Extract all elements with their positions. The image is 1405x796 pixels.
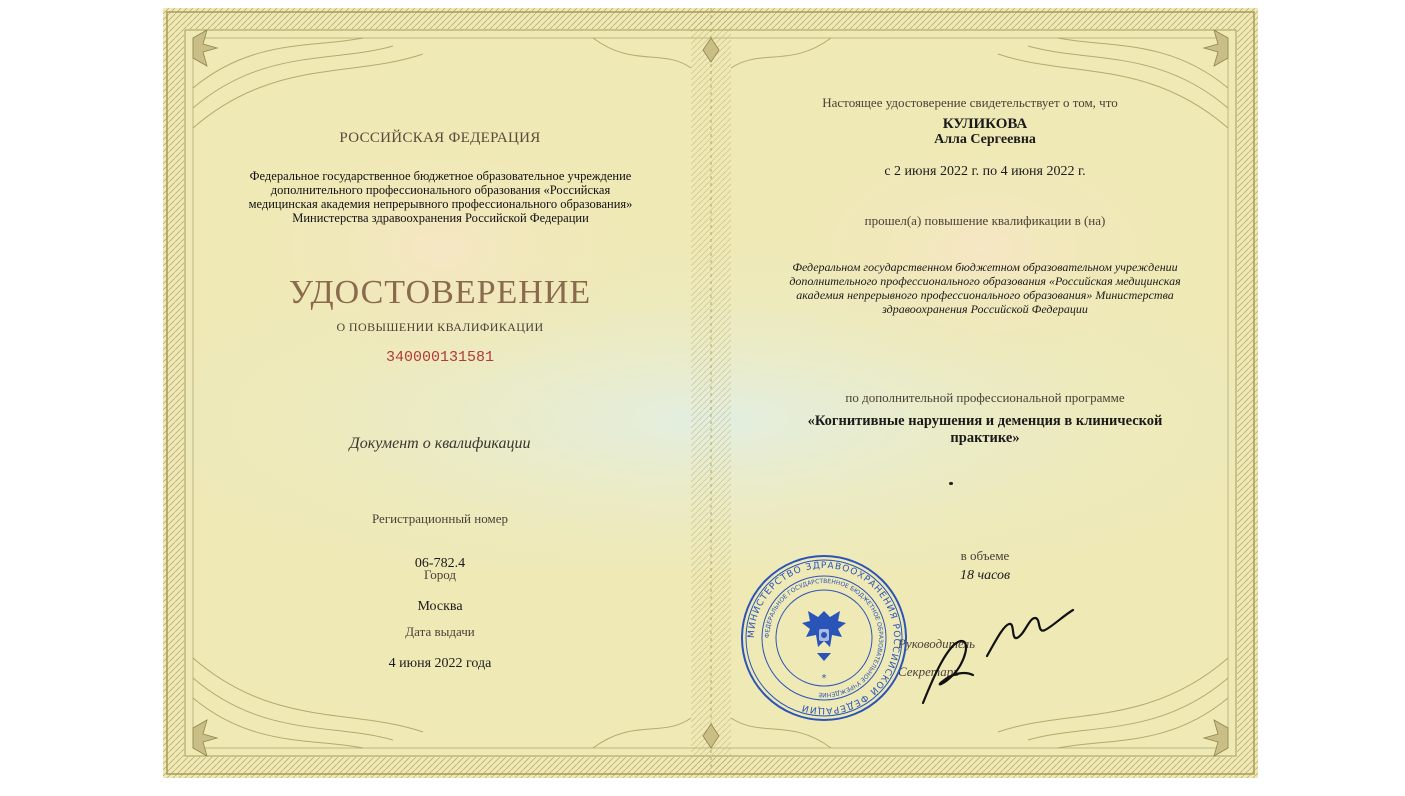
- holder-name: Алла Сергеевна: [934, 132, 1036, 147]
- holder-surname: КУЛИКОВА: [942, 116, 1028, 132]
- document-kind: Документ о квалификации: [349, 435, 531, 452]
- country-heading: РОССИЙСКАЯ ФЕДЕРАЦИЯ: [339, 130, 541, 146]
- official-seal: [739, 553, 909, 723]
- secretary-signature-label: Секретарь: [898, 664, 960, 679]
- program-name: «Когнитивные нарушения и деменция в клинической практике»: [807, 413, 1163, 446]
- document-title: УДОСТОВЕРЕНИЕ: [288, 274, 592, 311]
- registration-number-label: Регистрационный номер: [372, 511, 508, 526]
- ink-speck: [949, 482, 953, 485]
- training-period: с 2 июня 2022 г. по 4 июня 2022 г.: [884, 164, 1086, 179]
- head-signature: [981, 604, 1077, 664]
- city-label: Город: [423, 567, 457, 582]
- volume-hours: 18 часов: [959, 568, 1011, 583]
- registration-number: 06-782.4: [414, 556, 466, 571]
- city-value: Москва: [417, 599, 463, 614]
- program-intro: по дополнительной профессиональной программе: [845, 390, 1125, 405]
- seal-outer-text: МИНИСТЕРСТВО ЗДРАВООХРАНЕНИЯ РОССИЙСКОЙ ФЕДЕРАЦИИ: [746, 560, 902, 716]
- training-organization: Федеральном государственном бюджетном образовательном учреждении дополнительного профессионального образования «Российская медицинская академия непрерывного профессионального образования» Министерства здравоохранения Российской Федерации: [789, 260, 1181, 316]
- secretary-signature: [913, 623, 983, 713]
- svg-text:*: *: [821, 673, 827, 684]
- seal-inner-text: ФЕДЕРАЛЬНОЕ ГОСУДАРСТВЕННОЕ БЮДЖЕТНОЕ ОБРАЗОВАТЕЛЬНОЕ УЧРЕЖДЕНИЕ: [763, 577, 885, 699]
- issuing-organization: Федеральное государственное бюджетное образовательное учреждение дополнительного профессионального образования «Российская медицинская академия непрерывного профессионального образования» Министерства здравоохранения Российской Федерации: [248, 169, 633, 225]
- certificate-document: [163, 8, 1258, 778]
- certification-intro: Настоящее удостоверение свидетельствует о том, что: [822, 95, 1118, 110]
- passed-text: прошел(а) повышение квалификации в (на): [864, 213, 1106, 228]
- document-subtitle: О ПОВЫШЕНИИ КВАЛИФИКАЦИИ: [336, 320, 544, 334]
- issue-date: 4 июня 2022 года: [388, 656, 492, 671]
- volume-label: в объеме: [960, 548, 1010, 563]
- head-signature-label: Руководитель: [898, 636, 976, 651]
- issue-date-label: Дата выдачи: [405, 624, 475, 639]
- serial-number: 340000131581: [385, 349, 495, 366]
